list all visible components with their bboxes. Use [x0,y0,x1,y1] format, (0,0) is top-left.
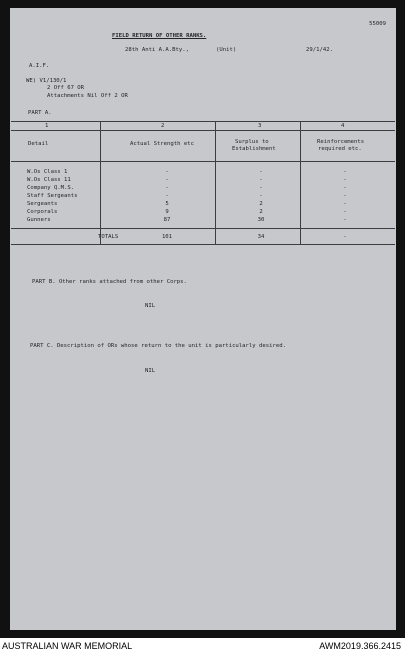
column-divider-2 [215,121,216,244]
table-top-rule [11,121,395,122]
row-detail: Company Q.M.S. [27,185,75,191]
row-detail: W.Os Class 1 [27,169,68,175]
column-divider-1 [100,121,101,244]
row-surplus: 2 [259,201,263,207]
row-surplus: - [259,185,263,191]
header-reinf-line2: required etc. [318,146,362,152]
totals-top-rule [11,228,395,229]
unit-name: 28th Anti A.A.Bty., [125,47,189,53]
row-detail: Sergeants [27,201,58,207]
row-actual: 9 [165,209,169,215]
row-reinforcements: - [343,201,347,207]
part-b-text: PART B. Other ranks attached from other Corps. [32,279,187,285]
totals-surplus: 34 [257,234,265,240]
accession-number: AWM2019.366.2415 [319,641,401,651]
part-c-value: NIL [145,368,156,374]
row-detail: Staff Sergeants [27,193,78,199]
document-sheet [10,8,396,630]
row-actual: 5 [165,201,169,207]
column-number-rule [11,130,395,131]
part-a-heading: PART A. [28,110,52,116]
row-reinforcements: - [343,209,347,215]
header-reinf-line1: Reinforcements [317,139,365,145]
part-c-text: PART C. Description of ORs whose return to the unit is particularly desired. [30,343,286,349]
row-reinforcements: - [343,177,347,183]
establishment-strength: 2 Off 67 OR [47,85,85,91]
unit-label: (Unit) [216,47,237,53]
row-detail: W.Os Class 11 [27,177,71,183]
institution-credit: AUSTRALIAN WAR MEMORIAL [2,641,133,651]
row-surplus: - [259,169,263,175]
return-date: 29/1/42. [306,47,333,53]
column-number-2: 2 [161,123,165,129]
column-number-1: 1 [45,123,49,129]
column-number-3: 3 [258,123,262,129]
row-detail: Corporals [27,209,58,215]
unit-code: A.I.F. [29,63,50,69]
header-surplus-line1: Surplus to [235,139,269,145]
row-reinforcements: - [343,169,347,175]
attachments-line: Attachments Nil Off 2 OR [47,93,128,99]
row-surplus: 2 [259,209,263,215]
totals-actual: 101 [161,234,173,240]
column-number-4: 4 [341,123,345,129]
row-actual: - [165,193,169,199]
header-actual-strength: Actual Strength etc [130,141,194,147]
totals-reinforcements: - [343,234,347,240]
row-actual: - [165,185,169,191]
reference-number: 55009 [369,21,386,27]
row-reinforcements: - [343,217,347,223]
header-bottom-rule [11,161,395,162]
header-surplus-line2: Establishment [232,146,276,152]
row-surplus: - [259,193,263,199]
header-detail: Detail [28,141,49,147]
part-b-value: NIL [145,303,156,309]
table-bottom-rule [11,244,395,245]
row-reinforcements: - [343,193,347,199]
archive-footer [0,638,405,653]
war-establishment-ref: WE) V1/130/1 [26,78,67,84]
row-actual: - [165,177,169,183]
row-actual: 87 [163,217,171,223]
column-divider-3 [300,121,301,244]
row-actual: - [165,169,169,175]
row-surplus: - [259,177,263,183]
row-detail: Gunners [27,217,51,223]
row-reinforcements: - [343,185,347,191]
document-title: FIELD RETURN OF OTHER RANKS. [112,33,207,39]
totals-label: TOTALS [98,234,119,240]
row-surplus: 30 [257,217,265,223]
